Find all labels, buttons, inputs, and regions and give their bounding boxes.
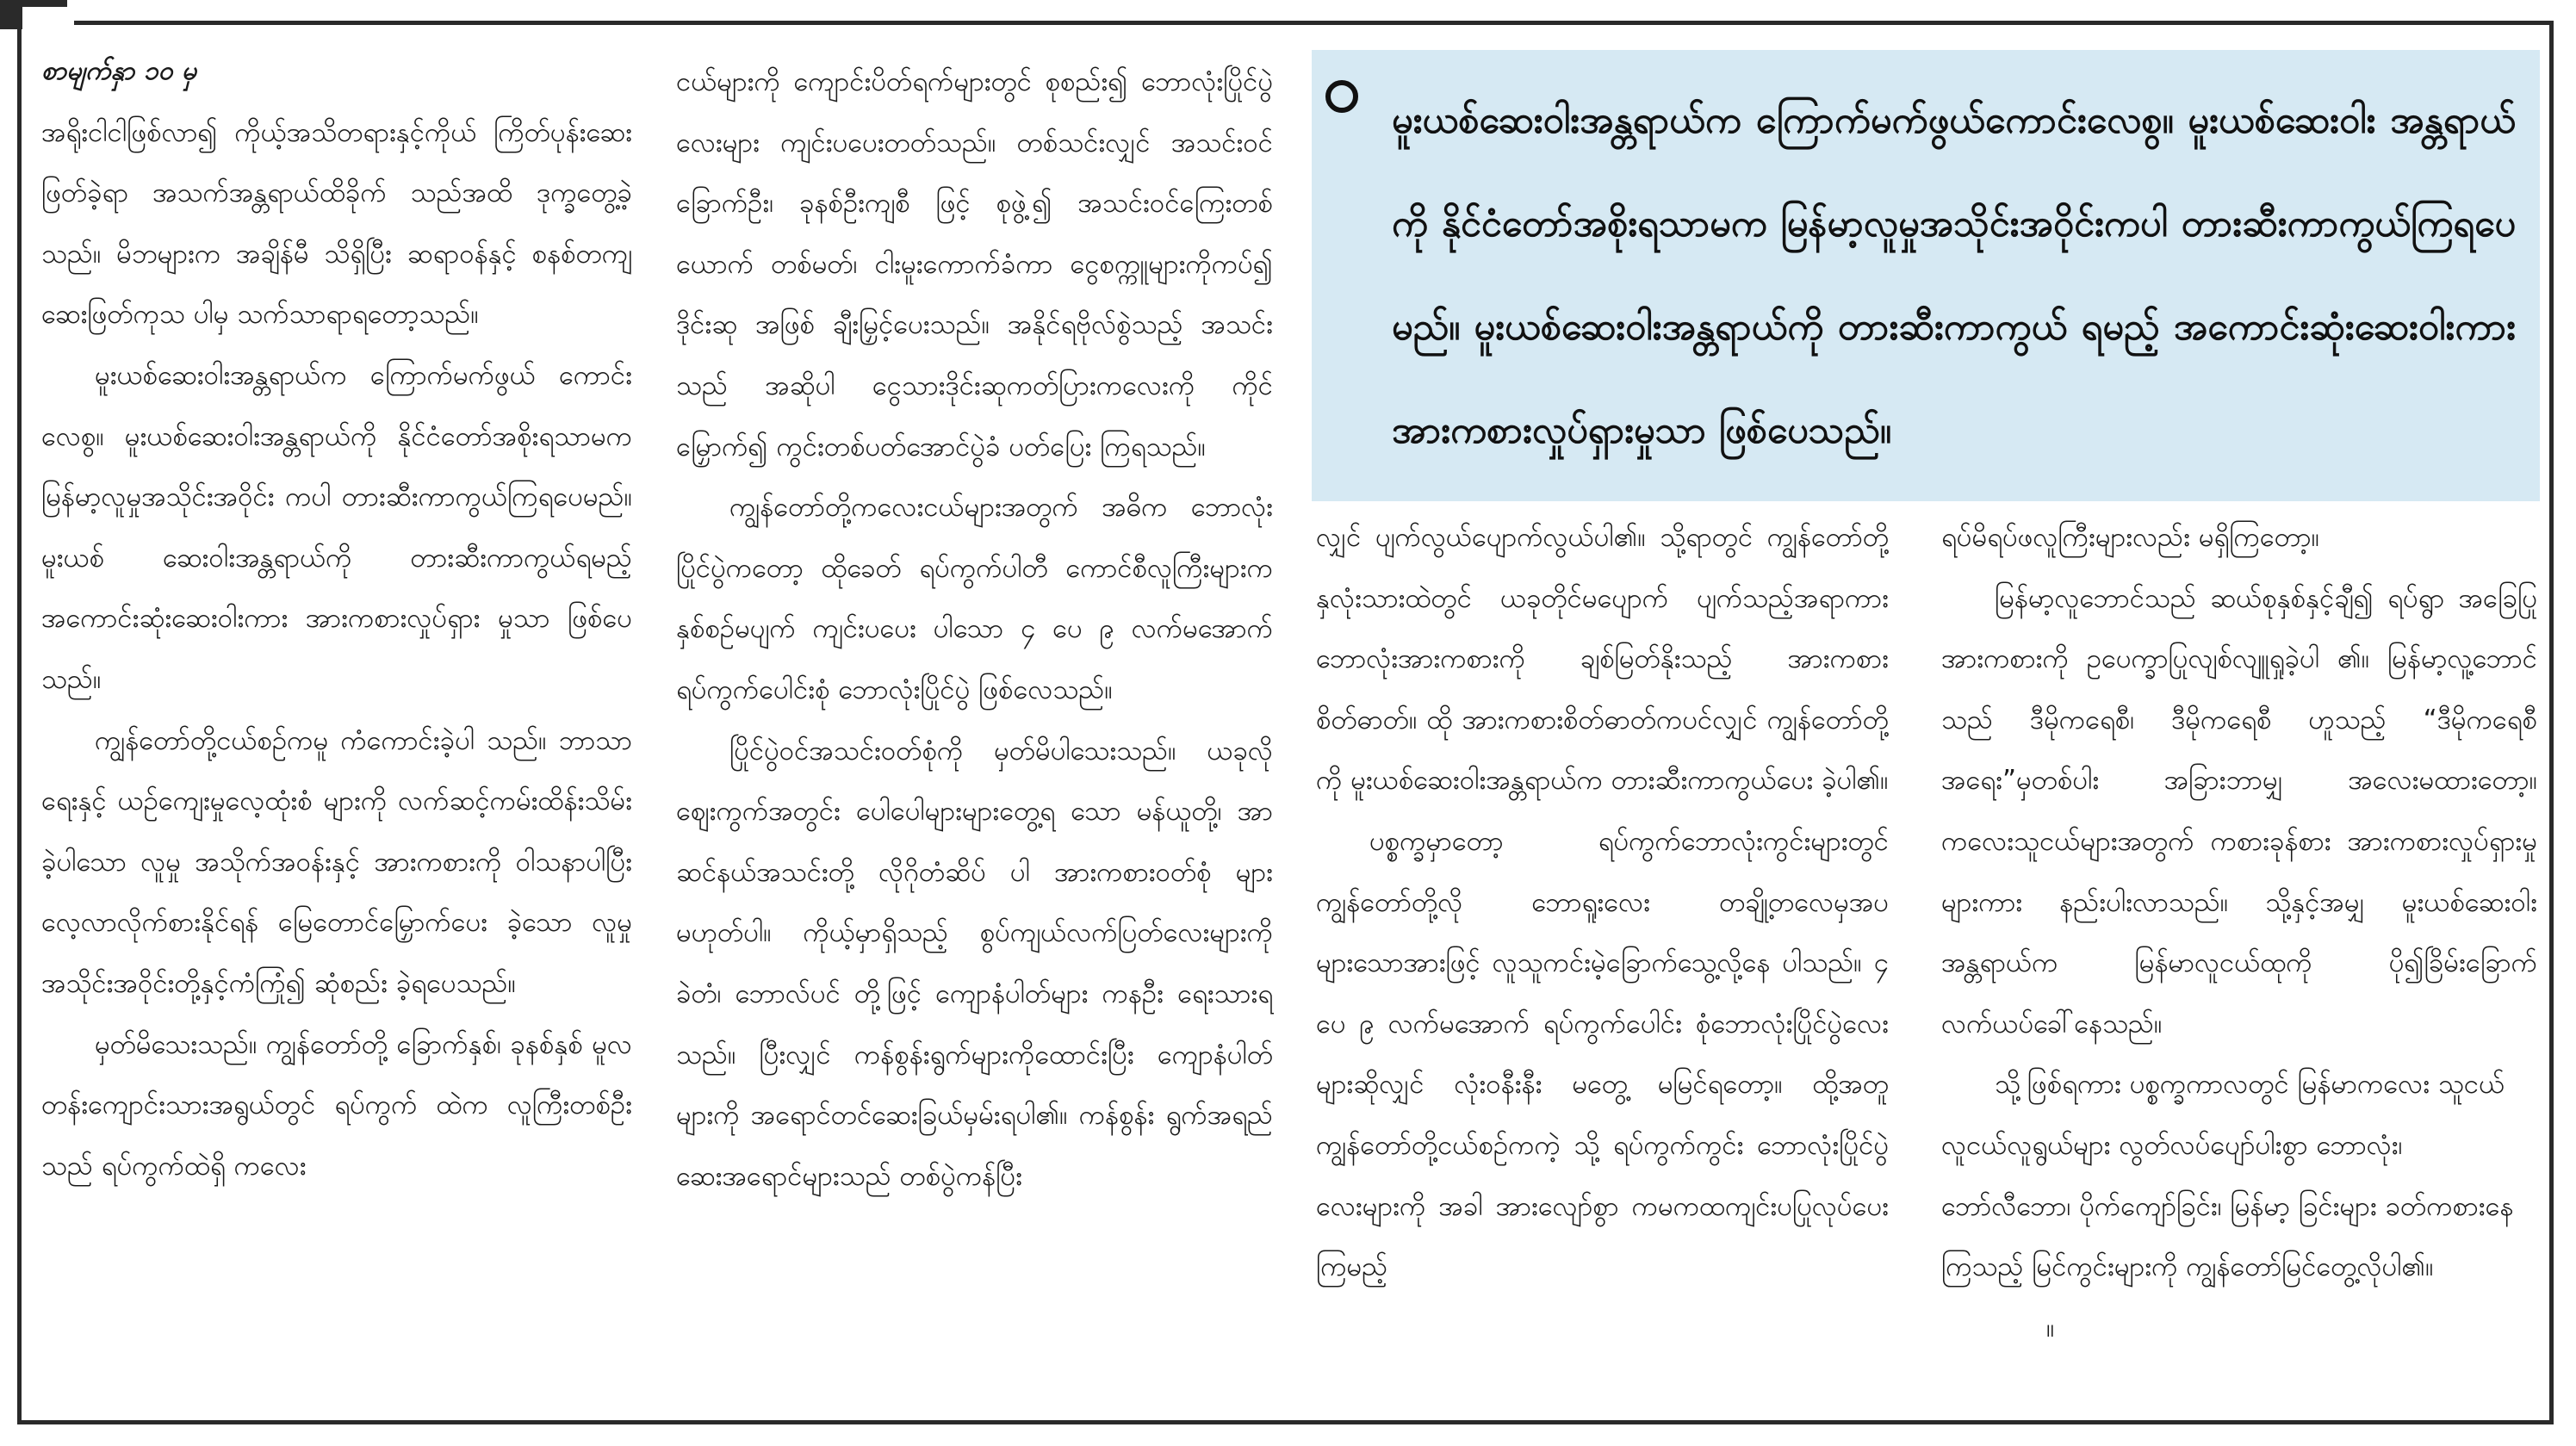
paragraph: မြန်မာ့လူဘောင်သည် ဆယ်စုနှစ်နှင့်ချီ၍ ရပ်ရွာ အခြေပြုအားကစားကို ဥပေက္ခာပြုလျစ်လျူရှုခဲ့ပါ ၏။ မြန်မာ့လူ့ဘောင်သည် ဒီမိုကရေစီ၊ ဒီမိုကရေစီ ဟူသည့် “ဒီမိုကရေစီအရေး”မှတစ်ပါး အခြားဘာမျှ အလေးမထားတော့။ ကလေးသူငယ်များအတွက် ကစားခုန်စား အားကစားလှုပ်ရှားမှုများကား နည်းပါးလာသည်။ သို့နှင့်အမျှ မူးယစ်ဆေးဝါး အန္တရာယ်က မြန်မာလူငယ်ထုကို ပို၍ခြိမ်းခြောက် လက်ယပ်ခေါ်နေသည်။ [1941,582,2537,1040]
paragraph-final-text: သို့ဖြစ်ရကား ပစ္စက္ခကာလတွင် မြန်မာကလေး သူငယ် လူငယ်လူရွယ်များ လွတ်လပ်ပျော်ပါးစွာ ဘောလုံး၊ ဘော်လီဘော၊ ပိုက်ကျော်ခြင်း၊ မြန်မာ့ ခြင်းများ ခတ်ကစားနေကြသည့် မြင်ကွင်းများကို ကျွန်တော်မြင်တွေ့လိုပါ၏။ [1941,1069,2514,1283]
corner-tab-cutout [22,7,74,33]
paragraph: ငယ်များကို ကျောင်းပိတ်ရက်များတွင် စုစည်း၍ ဘောလုံးပြိုင်ပွဲလေးများ ကျင်းပပေးတတ်သည်။ တစ်သင်းလျှင် အသင်းဝင် ခြောက်ဦး၊ ခုနစ်ဦးကျစီ ဖြင့် စုဖွဲ့၍ အသင်းဝင်ကြေးတစ်ယောက် တစ်မတ်၊ ငါးမူးကောက်ခံကာ ငွေစက္ကူများကိုကပ်၍ ဒိုင်းဆု အဖြစ် ချီးမြှင့်ပေးသည်။ အနိုင်ရဗိုလ်စွဲသည့် အသင်း သည် အဆိုပါ ငွေသားဒိုင်းဆုကတ်ပြားကလေးကို ကိုင်မြှောက်၍ ကွင်းတစ်ပတ်အောင်ပွဲခံ ပတ်ပြေး ကြရသည်။ [676,66,1273,462]
article-column-4 [1941,507,2537,1358]
article-column-2 [676,52,1273,1207]
paragraph: ရပ်မိရပ်ဖလူကြီးများလည်း မရှိကြတော့။ [1941,522,2320,553]
paragraph: မှတ်မိသေးသည်။ ကျွန်တော်တို့ ခြောက်နှစ်၊ ခုနစ်နှစ် မူလတန်းကျောင်းသားအရွယ်တွင် ရပ်ကွက် ထဲက လူကြီးတစ်ဦးသည် ရပ်ကွက်ထဲရှိ ကလေး [41,1028,632,1182]
paragraph-final [1941,1054,2537,1358]
paragraph: ပြိုင်ပွဲဝင်အသင်းဝတ်စုံကို မှတ်မိပါသေးသည်။ ယခုလို ဈေးကွက်အတွင်း ပေါပေါများများတွေ့ရ သော မန်ယူတို့၊ အာဆင်နယ်အသင်းတို့ လိုဂိုတံဆိပ် ပါ အားကစားဝတ်စုံ များမဟုတ်ပါ။ ကိုယ့်မှာရှိသည့် စွပ်ကျယ်လက်ပြတ်လေးများကို ခဲတံ၊ ဘောလ်ပင် တို့ဖြင့် ကျောနံပါတ်များ ကနဦး ရေးသားရသည်။ ပြီးလျှင် ကန်စွန်းရွက်များကိုထောင်းပြီး ကျောနံပါတ် များကို အရောင်တင်ဆေးခြယ်မှမ်းရပါ၏။ ကန်စွန်း ရွက်အရည် ဆေးအရောင်များသည် တစ်ပွဲကန်ပြီး [676,735,1273,1192]
paragraph: ကျွန်တော်တို့ကလေးငယ်များအတွက် အဓိက ဘောလုံးပြိုင်ပွဲကတော့ ထိုခေတ် ရပ်ကွက်ပါတီ ကောင်စီလူကြီးများက နှစ်စဉ်မပျက် ကျင်းပပေး ပါသော ၄ ပေ ၉ လက်မအောက် ရပ်ကွက်ပေါင်းစုံ ဘောလုံးပြိုင်ပွဲ ဖြစ်လေသည်။ [676,492,1273,705]
continued-from-folio: စာမျက်နှာ ၁၀ မှ [41,56,197,86]
end-of-article-mark: ။ [2046,1312,2055,1344]
paragraph: အရိုးငါငါဖြစ်လာ၍ ကိုယ့်အသိတရားနှင့်ကိုယ် ကြိတ်ပုန်းဆေးဖြတ်ခဲ့ရာ အသက်အန္တရာယ်ထိခိုက် သည်အထိ ဒုက္ခတွေ့ခဲ့သည်။ မိဘများက အချိန်မီ သိရှိပြီး ဆရာဝန်နှင့် စနစ်တကျ ဆေးဖြတ်ကုသ ပါမှ သက်သာရာရတော့သည်။ [41,116,632,331]
paragraph: မူးယစ်ဆေးဝါးအန္တရာယ်က ကြောက်မက်ဖွယ် ကောင်းလေစွ။ မူးယစ်ဆေးဝါးအန္တရာယ်ကို နိုင်ငံတော်အစိုးရသာမက မြန်မာ့လူမှုအသိုင်းအဝိုင်း ကပါ တားဆီးကာကွယ်ကြရပေမည်။ မူးယစ် ဆေးဝါးအန္တရာယ်ကို တားဆီးကာကွယ်ရမည့် အကောင်းဆုံးဆေးဝါးကား အားကစားလှုပ်ရှား မှုသာ ဖြစ်ပေသည်။ [41,359,632,695]
paragraph: လျှင် ပျက်လွယ်ပျောက်လွယ်ပါ၏။ သို့ရာတွင် ကျွန်တော်တို့ နှလုံးသားထဲတွင် ယခုတိုင်မပျောက် ပျက်သည့်အရာကား ဘောလုံးအားကစားကို ချစ်မြတ်နိုးသည့် အားကစားစိတ်ဓာတ်။ ထို အားကစားစိတ်ဓာတ်ကပင်လျှင် ကျွန်တော်တို့ကို မူးယစ်ဆေးဝါးအန္တရာယ်က တားဆီးကာကွယ်ပေး ခဲ့ပါ၏။ [1316,522,1889,797]
open-circle-icon [1323,78,1361,115]
pull-quote-text: မူးယစ်ဆေးဝါးအန္တရာယ်က ကြောက်မက်ဖွယ်ကောင်းလေစွ။ မူးယစ်ဆေးဝါး အန္တရာယ်ကို နိုင်ငံတော်အစိုးရသာမက မြန်မာ့လူမှုအသိုင်းအဝိုင်းကပါ တားဆီးကာကွယ်ကြရပေမည်။ မူးယစ်ဆေးဝါးအန္တရာယ်ကို တားဆီးကာကွယ် ရမည့် အကောင်းဆုံးဆေးဝါးကား အားကစားလှုပ်ရှားမှုသာ ဖြစ်ပေသည်။ [1392,99,2516,452]
article-column-1 [41,41,632,1196]
pull-quote-box [1312,50,2540,501]
paragraph: ကျွန်တော်တို့ငယ်စဉ်ကမူ ကံကောင်းခဲ့ပါ သည်။ ဘာသာရေးနှင့် ယဉ်ကျေးမှုလေ့ထုံးစံ များကို လက်ဆင့်ကမ်းထိန်းသိမ်းခဲ့ပါသော လူမှု အသိုက်အဝန်းနှင့် အားကစားကို ဝါသနာပါပြီး လေ့လာလိုက်စားနိုင်ရန် မြေတောင်မြှောက်ပေး ခဲ့သော လူမှုအသိုင်းအဝိုင်းတို့နှင့်ကံကြုံ၍ ဆုံစည်း ခဲ့ရပေသည်။ [41,724,632,999]
paragraph: ပစ္စက္ခမှာတော့ ရပ်ကွက်ဘောလုံးကွင်းများတွင် ကျွန်တော်တို့လို ဘောရူးလေး တချို့တလေမှအပ များသောအားဖြင့် လူသူကင်းမဲ့ခြောက်သွေ့လို့နေ ပါသည်။ ၄ ပေ ၉ လက်မအောက် ရပ်ကွက်ပေါင်း စုံဘောလုံးပြိုင်ပွဲလေးများဆိုလျှင် လုံးဝနီးနီး မတွေ့ မမြင်ရတော့။ ထို့အတူ ကျွန်တော်တို့ငယ်စဉ်ကကဲ့ သို့ ရပ်ကွက်ကွင်း ဘောလုံးပြိုင်ပွဲလေးများကို အခါ အားလျော်စွာ ကမကထကျင်းပပြုလုပ်ပေးကြမည့် [1316,825,1889,1283]
article-column-3 [1316,507,1889,1298]
